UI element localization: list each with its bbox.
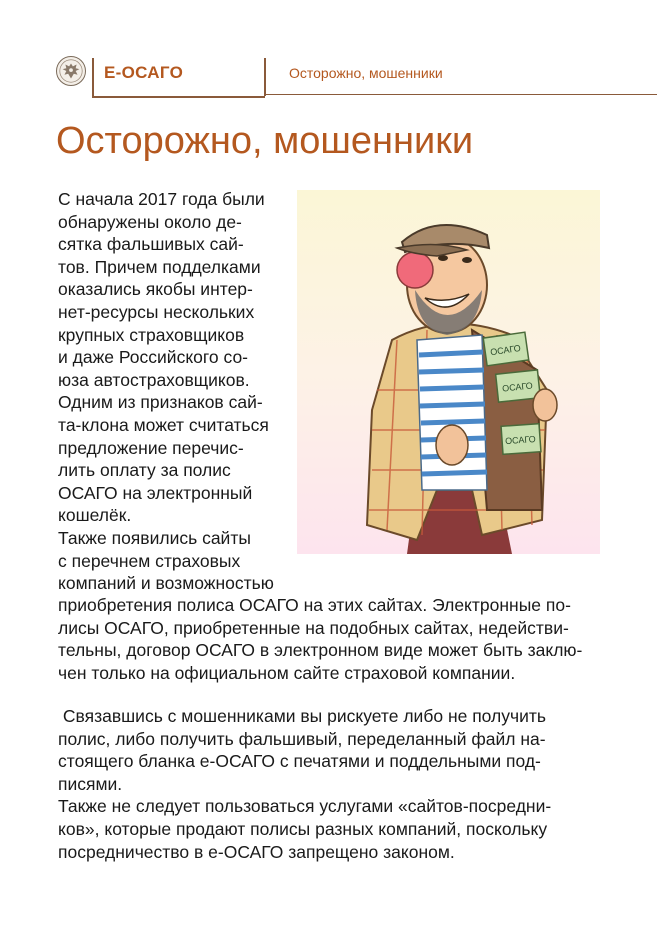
column-paragraph (58, 188, 290, 595)
text-line: Одним из признаков сай- (58, 392, 263, 413)
text-line: лить оплату за полис (58, 460, 231, 481)
text-line: ОСАГО на электронный (58, 482, 253, 503)
text-line: приобретения полиса ОСАГО на этих сайтах. Электронные по- (58, 595, 571, 615)
text-line: полис, либо получить фальшивый, переделанный файл на- (58, 728, 546, 749)
text-line: посредничество в е-ОСАГО запрещено законом. (58, 841, 455, 862)
text-line: с перечнем страховых (58, 550, 241, 571)
text-line: лисы ОСАГО, приобретенные на подобных сайтах, недействи- (58, 617, 569, 638)
warning-paragraph (58, 705, 618, 863)
policy-label: ОСАГО (504, 433, 537, 447)
header-rule-thin (264, 94, 657, 95)
text-line: тельны, договор ОСАГО в электронном виде может быть заклю- (58, 640, 583, 661)
header-app-title: Е-ОСАГО (104, 63, 184, 82)
text-line: Также появились сайты (58, 527, 251, 548)
text-line: нет-ресурсы нескольких (58, 301, 255, 322)
text-line: сятка фальшивых сай- (58, 234, 244, 255)
header-rule-divider (264, 58, 266, 96)
policy-label: ОСАГО (501, 380, 534, 394)
text-line: ков», которые продают полисы разных компаний, поскольку (58, 818, 548, 839)
text-line: оказались якобы интер- (58, 279, 253, 300)
eagle-emblem-icon (56, 56, 86, 86)
header-rule-left (92, 58, 94, 96)
policy-label: ОСАГО (489, 342, 522, 358)
text-line: предложение перечис- (58, 437, 244, 458)
text-line: кошелёк. (58, 505, 132, 526)
text-line: Связавшись с мошенниками вы рискуете либо не получить (58, 706, 547, 726)
header-rule-bottom (92, 96, 265, 98)
text-line: стоящего бланка е-ОСАГО с печатями и поддельными под- (58, 751, 541, 772)
text-line: юза автостраховщиков. (58, 369, 250, 390)
fraudster-illustration (297, 190, 600, 554)
text-line: и даже Российского со- (58, 347, 249, 368)
text-line: Также не следует пользоваться услугами «сайтов-посредни- (58, 796, 552, 817)
text-line: С начала 2017 года были (58, 189, 265, 209)
header-section-title: Осторожно, мошенники (289, 65, 443, 81)
text-line: крупных страховщиков (58, 324, 245, 345)
text-line: компаний и возможностью (58, 573, 274, 594)
continued-paragraph (58, 594, 618, 684)
page-title: Осторожно, мошенники (56, 120, 474, 162)
text-line: писями. (58, 773, 123, 794)
text-line: тов. Причем подделками (58, 256, 261, 277)
text-line: чен только на официальном сайте страховой компании. (58, 662, 516, 683)
text-line: та-клона может считаться (58, 414, 269, 435)
text-line: обнаружены около де- (58, 211, 242, 232)
